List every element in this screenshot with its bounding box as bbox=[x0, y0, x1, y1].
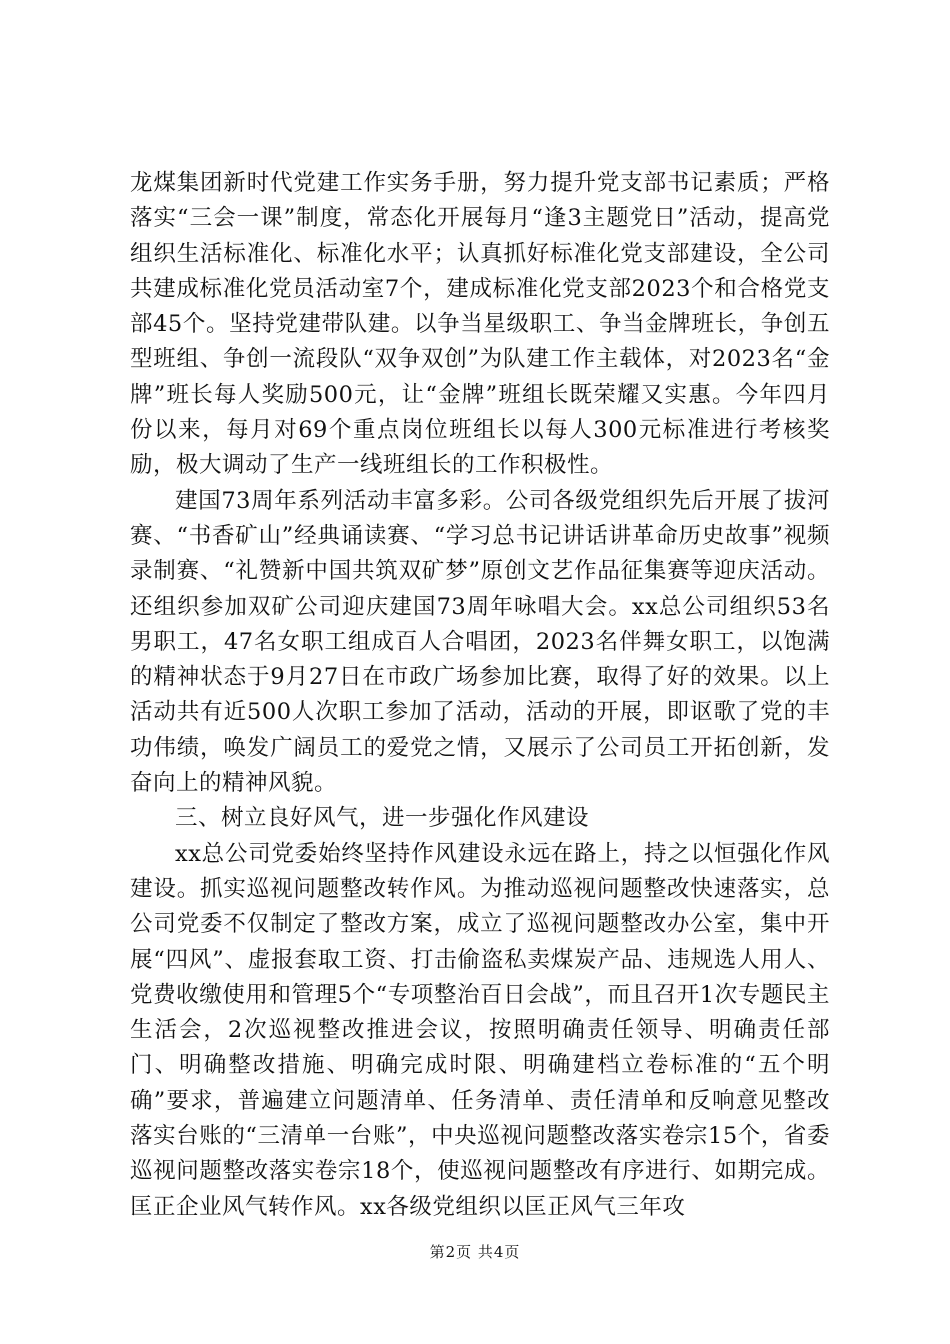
paragraph-party-building: 龙煤集团新时代党建工作实务手册，努力提升党支部书记素质；严格落实“三会一课”制度，常态化开展每月“逢3主题党日”活动，提高党组织生活标准化、标准化水平；认真抓好标准化党支部建设，全公司共建成标准化党员活动室7个，建成标准化党支部2023个和合格党支部45个。坚持党建带队建。以争当星级职工、争当金牌班长，争创五型班组、争创一流段队“双争双创”为队建工作主载体，对2023名“金牌”班长每人奖励500元，让“金牌”班组长既荣耀又实惠。今年四月份以来，每月对69个重点岗位班组长以每人300元标准进行考核奖励，极大调动了生产一线班组长的工作积极性。 bbox=[130, 170, 830, 479]
document-body bbox=[130, 166, 830, 1225]
paragraph-anniversary-activities: 建国73周年系列活动丰富多彩。公司各级党组织先后开展了拔河赛、“书香矿山”经典诵读赛、“学习总书记讲话讲革命历史故事”视频录制赛、“礼赞新中国共筑双矿梦”原创文艺作品征集赛等迎庆活动。还组织参加双矿公司迎庆建国73周年咏唱大会。xx总公司组织53名男职工，47名女职工组成百人合唱团，2023名伴舞女职工，以饱满的精神状态于9月27日在市政广场参加比赛，取得了好的效果。以上活动共有近500人次职工参加了活动，活动的开展，即讴歌了党的丰功伟绩，唤发广阔员工的爱党之情，又展示了公司员工开拓创新，发奋向上的精神风貌。 bbox=[130, 487, 830, 797]
paragraph-work-style: xx总公司党委始终坚持作风建设永远在路上，持之以恒强化作风建设。抓实巡视问题整改转作风。为推动巡视问题整改快速落实，总公司党委不仅制定了整改方案，成立了巡视问题整改办公室，集中开展“四风”、虚报套取工资、打击偷盗私卖煤炭产品、违规选人用人、党费收缴使用和管理5个“专项整治百日会战”，而且召开1次专题民主生活会，2次巡视整改推进会议，按照明确责任领导、明确责任部门、明确整改措施、明确完成时限、明确建档立卷标准的“五个明确”要求，普遍建立问题清单、任务清单、责任清单和反响意见整改落实台账的“三清单一台账”，中央巡视问题整改落实卷宗15个，省委巡视问题整改落实卷宗18个，使巡视问题整改有序进行、如期完成。匡正企业风气转作风。xx各级党组织以匡正风气三年攻 bbox=[130, 840, 830, 1220]
section-heading-work-style: 三、树立良好风气，进一步强化作风建设 bbox=[175, 805, 590, 832]
page-number-footer: 第2页 共4页 bbox=[429, 1243, 521, 1261]
